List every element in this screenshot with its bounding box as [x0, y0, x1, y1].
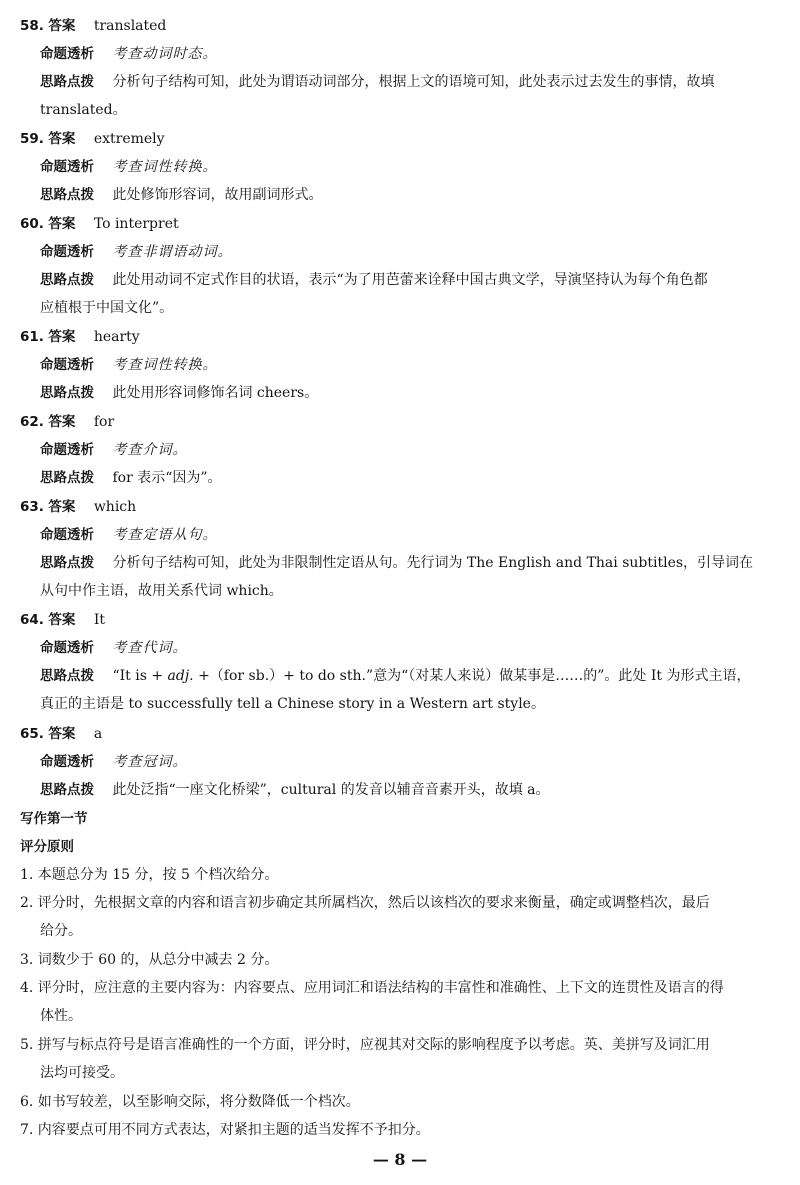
analysis-text: 考查动词时态。 [112, 46, 218, 62]
rule-7: 7. 内容要点可用不同方式表达，对紧扣主题的适当发挥不予扣分。 [20, 1122, 430, 1138]
analysis-text: 考查介词。 [112, 442, 188, 458]
answer-value: translated [93, 18, 167, 34]
hint-line-59 [40, 181, 800, 209]
answer-label: 答案 [48, 18, 76, 34]
hint-line-60-cont [40, 294, 800, 322]
hint-text-cont: 从句中作主语，故用关系代词 which。 [40, 583, 283, 599]
answer-line-58 [20, 12, 800, 40]
hint-label: 思路点拨 [40, 470, 94, 486]
item-number: 62. [20, 414, 44, 430]
analysis-text: 考查非谓语动词。 [112, 244, 233, 260]
analysis-label: 命题透析 [40, 442, 94, 458]
rule-5-cont: 法均可接受。 [40, 1065, 124, 1081]
analysis-text: 考查冠词。 [112, 754, 188, 770]
item-number: 60. [20, 216, 44, 232]
answer-label: 答案 [48, 216, 76, 232]
hint-label: 思路点拨 [40, 272, 94, 288]
hint-text: 此处修饰形容词，故用副词形式。 [112, 187, 323, 203]
analysis-label: 命题透析 [40, 159, 94, 175]
rule-6: 6. 如书写较差，以至影响交际，将分数降低一个档次。 [20, 1094, 360, 1110]
answer-label: 答案 [48, 414, 76, 430]
answer-value: hearty [93, 329, 140, 345]
answer-label: 答案 [48, 612, 76, 628]
answer-line-59 [20, 125, 800, 153]
analysis-line-61 [40, 351, 800, 379]
analysis-label: 命题透析 [40, 244, 94, 260]
answer-value: extremely [93, 131, 165, 147]
hint-line-58-cont [40, 96, 800, 124]
answer-line-60 [20, 210, 800, 238]
hint-line-63-cont [40, 577, 800, 605]
analysis-line-60 [40, 238, 800, 266]
sub-title: 评分原则 [20, 839, 74, 855]
analysis-text: 考查定语从句。 [112, 527, 218, 543]
item-number: 59. [20, 131, 44, 147]
answer-value: It [93, 612, 105, 628]
page-number: — 8 — [372, 1150, 428, 1169]
rule-2: 2. 评分时，先根据文章的内容和语言初步确定其所属档次，然后以该档次的要求来衡量，确定或调整档次，最后 [20, 895, 710, 911]
answer-line-62 [20, 408, 800, 436]
rule-4-cont: 体性。 [40, 1008, 82, 1024]
item-number: 65. [20, 726, 44, 742]
answer-line-64 [20, 606, 800, 634]
rule-1: 1. 本题总分为 15 分，按 5 个档次给分。 [20, 867, 279, 883]
hint-label: 思路点拨 [40, 668, 94, 684]
rule-4: 4. 评分时，应注意的主要内容为：内容要点、应用词汇和语法结构的丰富性和准确性、上下文的连贯性及语言的得 [20, 980, 724, 996]
answer-line-65 [20, 720, 800, 748]
hint-text-cont: 应植根于中国文化”。 [40, 300, 174, 316]
hint-line-61 [40, 379, 800, 407]
rule-2-cont: 给分。 [40, 923, 82, 939]
analysis-text: 考查词性转换。 [112, 357, 218, 373]
answer-label: 答案 [48, 131, 76, 147]
hint-line-65 [40, 776, 800, 804]
analysis-label: 命题透析 [40, 754, 94, 770]
analysis-text: 考查代词。 [112, 640, 188, 656]
answer-line-61 [20, 323, 800, 351]
answer-value: for [93, 414, 115, 430]
item-number: 61. [20, 329, 44, 345]
hint-line-64-cont [40, 690, 800, 718]
analysis-label: 命题透析 [40, 527, 94, 543]
answer-label: 答案 [48, 329, 76, 345]
hint-label: 思路点拨 [40, 782, 94, 798]
answer-label: 答案 [48, 499, 76, 515]
hint-label: 思路点拨 [40, 74, 94, 90]
rule-3: 3. 词数少于 60 的，从总分中减去 2 分。 [20, 952, 279, 968]
hint-line-58 [40, 68, 800, 96]
hint-text: for 表示“因为”。 [112, 470, 222, 486]
analysis-label: 命题透析 [40, 640, 94, 656]
hint-text-cont: 真正的主语是 to successfully tell a Chinese story in a Western art style。 [40, 696, 545, 712]
hint-line-60 [40, 266, 800, 294]
answer-value: To interpret [93, 216, 179, 232]
hint-text: +（for sb.）+ to do sth.”意为“（对某人来说）做某事是……的”。此处 It 为形式主语， [198, 668, 751, 684]
item-number: 58. [20, 18, 44, 34]
answer-label: 答案 [48, 726, 76, 742]
analysis-label: 命题透析 [40, 46, 94, 62]
hint-text: 此处泛指“一座文化桥梁”，cultural 的发音以辅音音素开头，故填 a。 [112, 782, 550, 798]
hint-label: 思路点拨 [40, 385, 94, 401]
hint-text: 此处用动词不定式作目的状语，表示“为了用芭蕾来诠释中国古典文学，导演坚持认为每个角色都 [112, 272, 708, 288]
hint-text: 此处用形容词修饰名词 cheers。 [112, 385, 319, 401]
hint-label: 思路点拨 [40, 187, 94, 203]
hint-label: 思路点拨 [40, 555, 94, 571]
answer-value: a [93, 726, 103, 742]
hint-line-64 [40, 662, 800, 690]
answer-line-63 [20, 493, 800, 521]
section-title: 写作第一节 [20, 811, 88, 827]
analysis-label: 命题透析 [40, 357, 94, 373]
hint-text: 分析句子结构可知，此处为谓语动词部分，根据上文的语境可知，此处表示过去发生的事情，故填 [112, 74, 715, 90]
analysis-line-65 [40, 748, 800, 776]
hint-line-62 [40, 464, 800, 492]
hint-text-italic: adj. [167, 668, 194, 684]
rule-5: 5. 拼写与标点符号是语言准确性的一个方面，评分时，应视其对交际的影响程度予以考虑。英、美拼写及词汇用 [20, 1037, 710, 1053]
analysis-line-62 [40, 436, 800, 464]
answer-value: which [93, 499, 137, 515]
hint-text: 分析句子结构可知，此处为非限制性定语从句。先行词为 The English and Thai subtitles，引导词在 [112, 555, 754, 571]
item-number: 64. [20, 612, 44, 628]
hint-text-pre: “It is + [112, 668, 164, 684]
analysis-text: 考查词性转换。 [112, 159, 218, 175]
hint-line-63 [40, 549, 800, 577]
analysis-line-58 [40, 40, 800, 68]
analysis-line-63 [40, 521, 800, 549]
item-number: 63. [20, 499, 44, 515]
analysis-line-64 [40, 634, 800, 662]
hint-text-cont: translated。 [40, 102, 127, 118]
analysis-line-59 [40, 153, 800, 181]
